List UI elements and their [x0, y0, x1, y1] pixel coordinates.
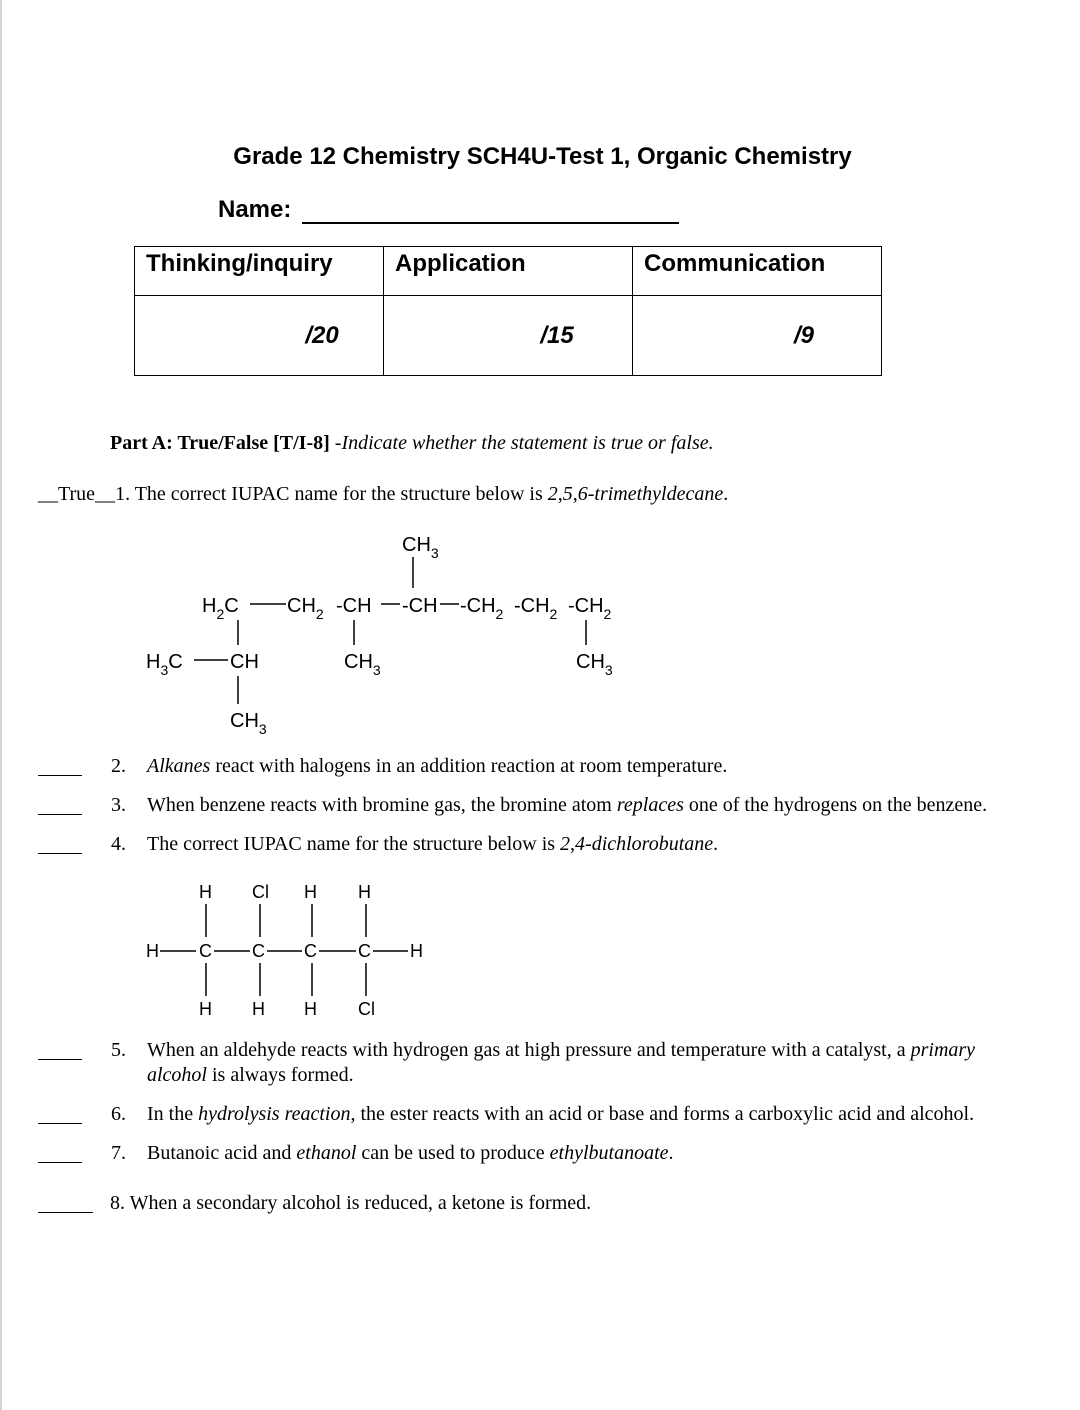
struct2-atom-cl: Cl — [358, 999, 375, 1019]
answer-blank-2[interactable] — [38, 775, 82, 776]
struct2-atom-h: H — [410, 941, 423, 961]
question-8-text: 8. When a secondary alcohol is reduced, a ketone is formed. — [110, 1192, 592, 1214]
struct1-ch3-bottom: $CH_3$ — [230, 710, 267, 737]
answer-blank-7[interactable] — [38, 1162, 82, 1163]
struct1-ch2-a: $CH_2$ — [287, 595, 324, 622]
question-1: __True__1. The correct IUPAC name for the structure below is 2,5,6-trimethyldecane. — [38, 483, 729, 505]
marks-header-cell: Thinking/inquiry — [135, 247, 384, 296]
struct2-atom-c: C — [199, 941, 212, 961]
answer-1[interactable]: __True__ — [38, 483, 116, 505]
question-7-text: Butanoic acid and ethanol can be used to produce ethylbutanoate. — [147, 1142, 674, 1164]
answer-blank-3[interactable] — [38, 814, 82, 815]
question-5-text-line1: When an aldehyde reacts with hydrogen gas at high pressure and temperature with a catalyst, a primary — [147, 1039, 976, 1061]
question-number: 6. — [111, 1103, 126, 1125]
part-a-heading: Part A: True/False [T/I-8] -Indicate whether the statement is true or false. — [110, 432, 714, 454]
struct1-ch2-c: $-CH_2$ — [514, 595, 558, 622]
struct2-atom-h: H — [199, 999, 212, 1019]
answer-blank-5[interactable] — [38, 1059, 82, 1060]
answer-blank-4[interactable] — [38, 853, 82, 854]
marks-value-cell: /15 — [384, 296, 633, 376]
struct2-atom-h: H — [358, 882, 371, 902]
question-number: 2. — [111, 755, 126, 777]
struct1-h2c: $H_2C$ — [202, 595, 239, 622]
struct1-ch2-d: $-CH_2$ — [568, 595, 612, 622]
struct1-top-ch3: $CH_3$ — [402, 534, 439, 561]
question-number: 7. — [111, 1142, 126, 1164]
question-number: 5. — [111, 1039, 126, 1061]
page-title: Grade 12 Chemistry SCH4U-Test 1, Organic Chemistry — [233, 143, 852, 170]
question-number: 3. — [111, 794, 126, 816]
question-2-text: Alkanes react with halogens in an addition reaction at room temperature. — [147, 755, 728, 777]
marks-header-cell: Communication — [633, 247, 882, 296]
marks-value-cell: /20 — [135, 296, 384, 376]
struct2-atom-h: H — [252, 999, 265, 1019]
struct2-atom-c: C — [304, 941, 317, 961]
struct2-atom-h: H — [304, 999, 317, 1019]
question-4-text: The correct IUPAC name for the structure below is 2,4-dichlorobutane. — [147, 833, 719, 855]
struct2-atom-h: H — [146, 941, 159, 961]
struct2-atom-c: C — [252, 941, 265, 961]
question-6-text: In the hydrolysis reaction, the ester reacts with an acid or base and forms a carboxylic acid and alcohol. — [147, 1103, 975, 1125]
answer-blank-6[interactable] — [38, 1123, 82, 1124]
marks-header-cell: Application — [384, 247, 633, 296]
question-3-text: When benzene reacts with bromine gas, the bromine atom replaces one of the hydrogens on the benzene. — [147, 794, 988, 816]
struct1-ch-b: -CH — [402, 595, 438, 617]
question-5-text-line2: alcohol is always formed. — [147, 1064, 354, 1086]
struct1-ch2-b: $-CH_2$ — [460, 595, 504, 622]
question-number: 4. — [111, 833, 126, 855]
struct1-ch-left: CH — [230, 651, 259, 673]
struct2-atom-h: H — [199, 882, 212, 902]
struct2-atom-c: C — [358, 941, 371, 961]
marks-value-cell: /9 — [633, 296, 882, 376]
answer-blank-8[interactable] — [38, 1212, 93, 1213]
struct1-ch3-mid: $CH_3$ — [344, 651, 381, 678]
name-label: Name: — [218, 196, 292, 223]
struct1-h3c: $H_3C$ — [146, 651, 183, 678]
struct2-atom-cl: Cl — [252, 882, 269, 902]
structure-2-diagram — [146, 882, 423, 1019]
struct2-atom-h: H — [304, 882, 317, 902]
struct1-ch3-right: $CH_3$ — [576, 651, 613, 678]
struct1-ch-a: -CH — [336, 595, 372, 617]
